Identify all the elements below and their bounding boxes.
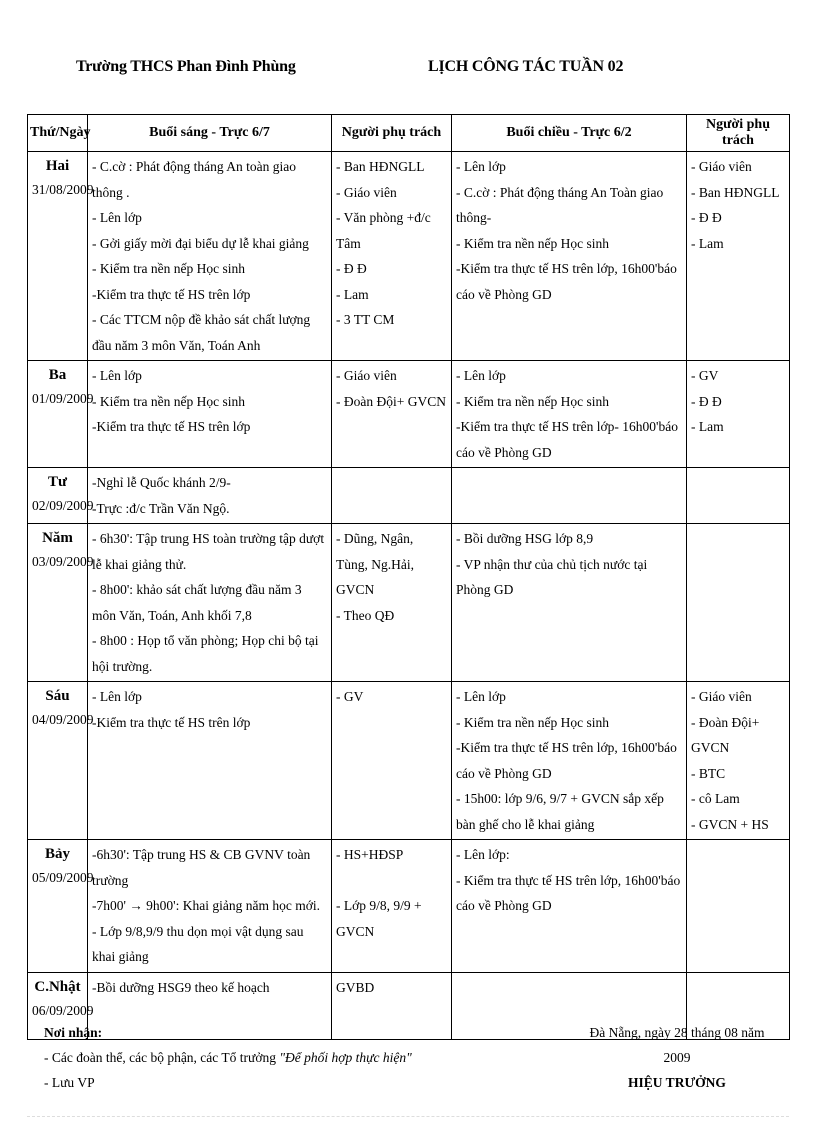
day-cell <box>28 361 94 468</box>
cell-line: - 6h30': Tập trung HS toàn trường tập dượt lễ khai giảng thử. <box>92 531 325 572</box>
cell-line: - 15h00: lớp 9/6, 9/7 + GVCN sắp xếp bàn ghế cho lễ khai giảng <box>456 791 664 832</box>
cell-line: - Giáo viên <box>336 368 397 383</box>
school-name: Trường THCS Phan Đình Phùng <box>76 58 296 75</box>
cell-line: - Lên lớp <box>92 210 142 225</box>
cell-line: - C.cờ : Phát động tháng An Toàn giao thông- <box>456 184 664 225</box>
cell-line: - cô Lam <box>691 791 740 806</box>
afternoon-cell <box>452 152 687 361</box>
page-title: LỊCH CÔNG TÁC TUẦN 02 <box>428 58 624 75</box>
afternoon-resp-cell <box>687 152 790 361</box>
cell-line: - Gởi giấy mời đại biểu dự lễ khai giảng <box>92 235 309 251</box>
day-cell <box>28 682 94 840</box>
cell-line: -7h00' → 9h00': Khai giảng năm học mới. <box>92 898 320 913</box>
day-name: Hai <box>45 158 70 174</box>
signature-block <box>582 1020 772 1095</box>
cell-line: - Đ Đ <box>336 261 367 276</box>
morning-cell <box>88 682 332 840</box>
day-date: 05/09/2009 <box>32 870 94 885</box>
day-date: 03/09/2009 <box>32 554 94 569</box>
cell-line: - Đ Đ <box>691 393 722 409</box>
cell-line: -Trực :đ/c Trần Văn Ngộ. <box>92 500 230 516</box>
day-cell <box>28 524 94 682</box>
cell-line: - 8h00': khảo sát chất lượng đầu năm 3 môn Văn, Toán, Anh khối 7,8 <box>92 582 302 623</box>
cell-line: - GV <box>336 689 364 704</box>
cell-line: -Kiểm tra thực tế HS trên lớp, 16h00'báo cáo về Phòng GD <box>456 261 677 302</box>
column-header: Người phụ trách <box>332 115 452 152</box>
cell-line: - 8h00 : Họp tổ văn phòng; Họp chi bộ tại hội trường. <box>92 633 319 674</box>
day-name: C.Nhật <box>34 978 81 995</box>
table-header-row <box>28 115 790 152</box>
afternoon-resp-cell <box>687 361 790 468</box>
day-date: 01/09/2009 <box>32 391 94 406</box>
cell-line: - Giáo viên <box>691 159 752 174</box>
place-date: Đà Nẵng, ngày 28 tháng 08 năm 2009 <box>589 1025 765 1065</box>
day-name: Năm <box>42 530 73 546</box>
morning-resp-cell <box>332 361 452 468</box>
column-header: Thứ/Ngày <box>28 115 88 152</box>
afternoon-resp-cell <box>687 840 790 973</box>
column-header: Buổi chiều - Trực 6/2 <box>452 115 687 152</box>
afternoon-resp-cell <box>687 468 790 524</box>
table-row <box>28 524 790 682</box>
cell-line: -Nghỉ lễ Quốc khánh 2/9- <box>92 475 231 490</box>
cell-line: -Kiểm tra thực tế HS trên lớp <box>92 286 251 302</box>
cell-line: - Kiểm tra nền nếp Học sinh <box>456 393 609 409</box>
cell-line: - Lên lớp <box>456 159 506 174</box>
cell-line: -6h30': Tập trung HS & CB GVNV toàn trường <box>92 847 311 888</box>
day-name: Tư <box>47 474 67 490</box>
day-date: 04/09/2009 <box>32 712 94 727</box>
table-row <box>28 468 790 524</box>
table-row <box>28 840 790 973</box>
cell-line: - GVCN + HS <box>691 816 769 832</box>
cell-line: - Đ Đ <box>691 210 722 225</box>
schedule-body <box>28 152 790 1040</box>
column-header: Buổi sáng - Trực 6/7 <box>88 115 332 152</box>
recipients-line <box>44 1045 412 1070</box>
cell-line: - GV <box>691 368 719 383</box>
cell-line: - Theo QĐ <box>336 607 395 623</box>
morning-resp-cell <box>332 682 452 840</box>
day-cell <box>28 840 94 973</box>
cell-line: - Kiểm tra nền nếp Học sinh <box>92 393 245 409</box>
cell-line: - Ban HĐNGLL <box>691 184 780 200</box>
day-date: 31/08/2009 <box>32 182 94 197</box>
cell-line: - Lam <box>336 286 369 302</box>
table-row <box>28 361 790 468</box>
recipients-block <box>44 1020 412 1095</box>
recipients-text: - Các đoàn thể, các bộ phận, các Tổ trưởng <box>44 1050 280 1065</box>
cell-line: - Lam <box>691 419 724 434</box>
morning-resp-cell <box>332 524 452 682</box>
afternoon-cell <box>452 361 687 468</box>
day-date: 06/09/2009 <box>32 1002 94 1018</box>
table-row <box>28 682 790 840</box>
day-cell <box>28 468 94 524</box>
page-edge-divider <box>27 1116 789 1117</box>
cell-line: GVBD <box>336 979 375 995</box>
cell-line: - Dũng, Ngân, Tùng, Ng.Hải, GVCN <box>336 531 414 597</box>
cell-line: - Lam <box>691 235 724 251</box>
cell-line: - 3 TT CM <box>336 312 395 327</box>
cell-line: - Lên lớp <box>456 368 506 383</box>
cell-line: - Lên lớp <box>456 689 506 704</box>
cell-line: - Lên lớp: <box>456 847 510 862</box>
cell-line: - Kiểm tra nền nếp Học sinh <box>92 261 245 276</box>
morning-resp-cell <box>332 468 452 524</box>
day-cell <box>28 152 94 361</box>
cell-line <box>336 868 447 894</box>
cell-line: - Lớp 9/8,9/9 thu dọn mọi vật dụng sau khai giảng <box>92 923 304 964</box>
cell-line: - Giáo viên <box>336 184 397 200</box>
cell-line: -Kiểm tra thực tế HS trên lớp <box>92 714 251 730</box>
afternoon-resp-cell <box>687 682 790 840</box>
cell-line: - VP nhận thư của chủ tịch nước tại Phòng GD <box>456 556 648 597</box>
cell-line: - Giáo viên <box>691 689 752 704</box>
day-date: 02/09/2009 <box>32 498 94 513</box>
day-name: Bảy <box>44 846 70 862</box>
afternoon-cell <box>452 682 687 840</box>
morning-cell <box>88 524 332 682</box>
cell-line: -Kiểm tra thực tế HS trên lớp <box>92 419 251 434</box>
afternoon-resp-cell <box>687 524 790 682</box>
cell-line: - Kiểm tra thực tế HS trên lớp, 16h00'báo cáo về Phòng GD <box>456 872 681 913</box>
table-row <box>28 152 790 361</box>
cell-line: -Kiểm tra thực tế HS trên lớp, 16h00'báo cáo về Phòng GD <box>456 740 677 781</box>
morning-resp-cell <box>332 152 452 361</box>
recipients-note: "Để phối hợp thực hiện" <box>279 1050 412 1065</box>
cell-line: - Văn phòng +đ/c Tâm <box>336 210 431 251</box>
cell-line: - Bồi dưỡng HSG lớp 8,9 <box>456 531 594 546</box>
recipients-title: Nơi nhận: <box>44 1025 103 1040</box>
cell-line: - Ban HĐNGLL <box>336 159 425 174</box>
schedule-table <box>27 114 790 1040</box>
morning-cell <box>88 152 332 361</box>
morning-cell <box>88 361 332 468</box>
afternoon-cell <box>452 468 687 524</box>
cell-line: - Đoàn Đội+ GVCN <box>336 393 446 409</box>
cell-line: - Lớp 9/8, 9/9 + GVCN <box>336 898 422 939</box>
column-header: Người phụ trách <box>687 115 790 152</box>
cell-line: - Lên lớp <box>92 368 142 383</box>
cell-line: - Lên lớp <box>92 689 142 704</box>
day-name: Sáu <box>45 688 70 704</box>
cell-line: - C.cờ : Phát động tháng An toàn giao thông . <box>92 159 296 200</box>
morning-cell <box>88 468 332 524</box>
cell-line: -Bồi dưỡng HSG9 theo kế hoạch <box>92 979 270 995</box>
cell-line: - HS+HĐSP <box>336 847 404 862</box>
cell-line: - BTC <box>691 765 726 781</box>
morning-resp-cell <box>332 840 452 973</box>
day-name: Ba <box>48 367 67 383</box>
afternoon-cell <box>452 840 687 973</box>
cell-line: -Kiểm tra thực tế HS trên lớp- 16h00'báo cáo về Phòng GD <box>456 419 678 460</box>
recipients-line: - Lưu VP <box>44 1075 95 1090</box>
afternoon-cell <box>452 524 687 682</box>
cell-line: - Kiểm tra nền nếp Học sinh <box>456 714 609 730</box>
cell-line: - Các TTCM nộp đề khảo sát chất lượng đầu năm 3 môn Văn, Toán Anh <box>92 312 311 353</box>
signer-title: HIỆU TRƯỞNG <box>628 1075 726 1090</box>
cell-line: - Đoàn Đội+ GVCN <box>691 714 760 755</box>
morning-cell <box>88 840 332 973</box>
cell-line: - Kiểm tra nền nếp Học sinh <box>456 235 609 251</box>
